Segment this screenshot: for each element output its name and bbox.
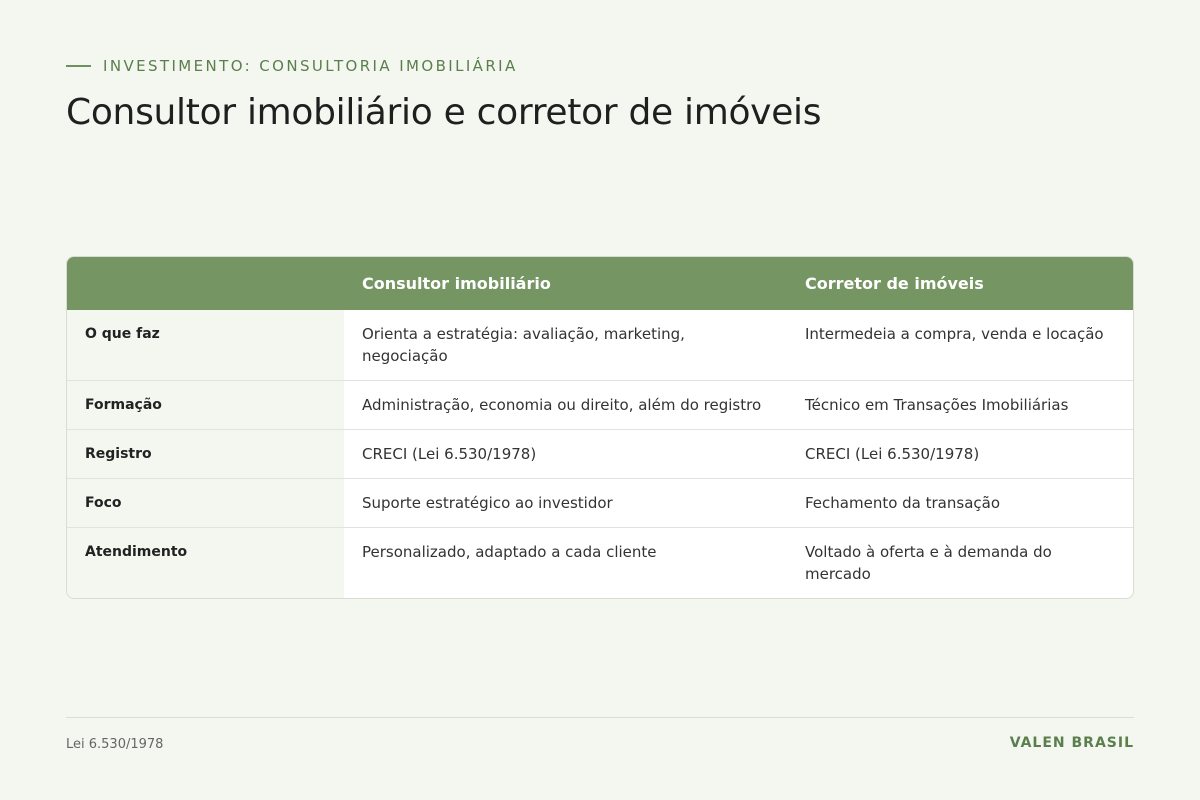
cell-corretor: Voltado à oferta e à demanda do mercado (787, 528, 1133, 599)
row-label: Registro (67, 430, 344, 479)
cell-consultor: Orienta a estratégia: avaliação, marketing, negociação (362, 325, 685, 365)
page-title: Consultor imobiliário e corretor de imóveis (66, 92, 822, 133)
row-label: Foco (67, 479, 344, 528)
comparison-table (66, 256, 1134, 599)
cell-corretor: CRECI (Lei 6.530/1978) (787, 430, 1133, 479)
cell-consultor: Personalizado, adaptado a cada cliente (344, 528, 787, 599)
table-row (67, 310, 1133, 381)
cell-consultor: CRECI (Lei 6.530/1978) (344, 430, 787, 479)
column-header-corretor: Corretor de imóveis (787, 257, 1133, 310)
footer-divider (66, 717, 1134, 718)
eyebrow (66, 57, 518, 75)
footer-brand: VALEN BRASIL (1009, 735, 1134, 751)
table-row (67, 381, 1133, 430)
eyebrow-line (66, 65, 91, 67)
cell-corretor: Técnico em Transações Imobiliárias (787, 381, 1133, 430)
row-label: O que faz (67, 310, 344, 381)
table-row (67, 479, 1133, 528)
column-header-empty (67, 257, 344, 310)
row-label: Formação (67, 381, 344, 430)
eyebrow-text: INVESTIMENTO: CONSULTORIA IMOBILIÁRIA (103, 57, 518, 75)
cell-corretor: Intermedeia a compra, venda e locação (805, 325, 1104, 343)
cell-consultor: Suporte estratégico ao investidor (344, 479, 787, 528)
footer-source: Lei 6.530/1978 (66, 737, 164, 752)
cell-corretor: Fechamento da transação (787, 479, 1133, 528)
column-header-consultor: Consultor imobiliário (344, 257, 787, 310)
table-row (67, 528, 1133, 599)
table-header-row (67, 257, 1133, 310)
row-label: Atendimento (67, 528, 344, 599)
table-row (67, 430, 1133, 479)
cell-consultor: Administração, economia ou direito, além do registro (344, 381, 787, 430)
